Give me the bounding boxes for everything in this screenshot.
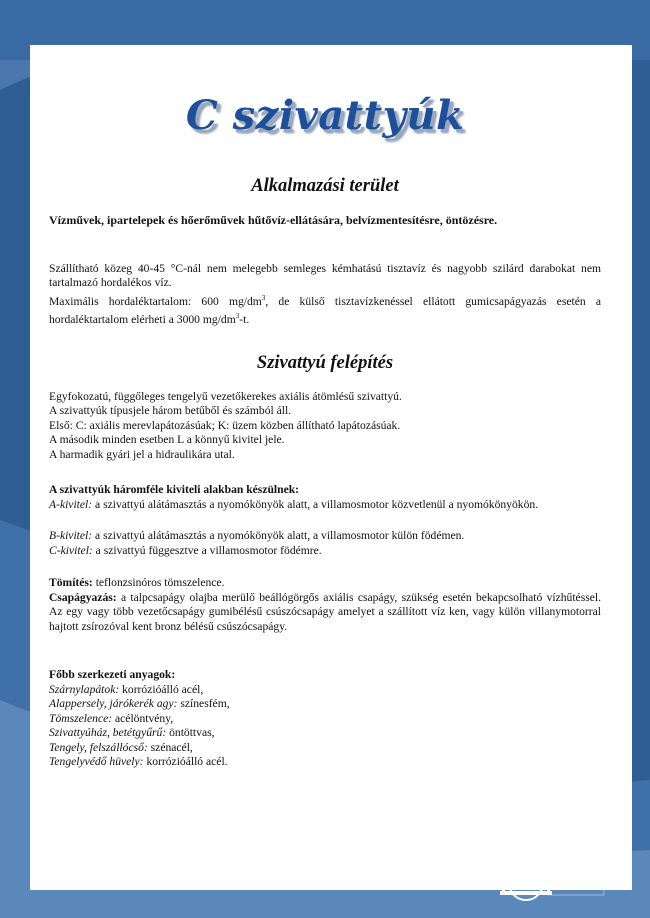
page-number: 36 — [50, 878, 63, 893]
logo-line: & — [576, 867, 580, 874]
variant-a-text: a szivattyú alátámasztás a nyomókönyök alatt, a villamosmotor közvetlenül a nyomókönyökön. — [92, 498, 539, 511]
material-item — [49, 755, 601, 769]
variant-c-label: C-kivitel: — [49, 544, 93, 557]
material-label: Alappersely, járókerék agy: — [49, 697, 178, 711]
hordalek-text-3: -t. — [239, 313, 250, 327]
seal-info — [49, 576, 601, 590]
material-label: Tengely, felszállócső: — [49, 740, 148, 754]
bearing-info — [49, 591, 601, 634]
hordalek-text-1: Maximális hordaléktartalom: 600 mg/dm — [49, 294, 262, 308]
material-label: Szárnylapátok: — [49, 683, 120, 696]
seal-label: Tömítés: — [49, 576, 93, 589]
bearing-label: Csapágyazás: — [49, 591, 117, 604]
structure-line: A harmadik gyári jel a hidraulikára utal. — [49, 447, 235, 461]
hordalek-text-2: , de külső tisztavízkenéssel ellátott gumicsapágyazás esetén a hordaléktartalom elérheti a 3000 mg/dm — [49, 294, 601, 327]
variant-c — [49, 544, 601, 558]
material-item — [49, 712, 601, 726]
variant-b-label: B-kivitel: — [49, 529, 93, 542]
structure-description — [49, 390, 601, 462]
material-item — [49, 683, 601, 697]
variant-b-text: a szivattyú alátámasztás a nyomókönyök alatt, a villamosmotor külön födémen. — [92, 529, 465, 542]
application-lead: Vízművek, ipartelepek és hőerőművek hűtővíz-ellátására, belvízmentesítésre, öntözésre. — [49, 213, 498, 227]
section-heading-application: Alkalmazási terület — [251, 176, 399, 196]
material-item — [49, 726, 601, 740]
structure-line: A második minden esetben L a könnyű kivitel jele. — [49, 433, 285, 447]
variant-b — [49, 529, 601, 543]
variants-heading: A szivattyúk háromféle kiviteli alakban készülnek: — [49, 483, 300, 496]
variant-a-label: A-kivitel: — [49, 498, 93, 511]
section-heading-structure: Szivattyú felépítés — [256, 353, 394, 373]
material-value: szénacél, — [147, 740, 193, 754]
logo-line: Kft. — [573, 880, 583, 887]
logo-line: GANZ-VÍZGÉP — [560, 861, 596, 867]
material-label: Tömszelence: — [49, 711, 113, 725]
material-value: korrózióálló acél, — [119, 683, 204, 696]
page-title: C szivattyúk — [185, 92, 465, 139]
material-label: Tengelyvédő hüvely: — [49, 755, 144, 769]
material-value: színesfém, — [177, 697, 230, 711]
material-item — [49, 697, 601, 711]
material-value: korrózióálló acél. — [143, 755, 228, 769]
superscript: 3 — [261, 294, 266, 302]
variant-c-text: a szivattyú függesztve a villamosmotor födémre. — [92, 544, 322, 557]
company-logo-text — [548, 861, 608, 887]
logo-line: Armatúra — [566, 873, 590, 880]
superscript: 3 — [235, 312, 240, 321]
structure-line: Első: C: axiális merevlapátozásúak; K: üzem közben állítható lapátozásúak. — [49, 418, 401, 432]
application-paragraph-1: Szállítható közeg 40-45 °C-nál nem melegebb semleges kémhatású tisztavíz és nagyobb szilárd darabokat nem tartalmazó hordalékos víz. — [49, 262, 601, 290]
seal-text: teflonzsinóros tömszelence. — [92, 576, 225, 589]
structure-line: Egyfokozatú, függőleges tengelyű vezetőkerekes axiális átömlésű szivattyú. — [49, 390, 402, 403]
materials-heading: Főbb szerkezeti anyagok: — [49, 668, 176, 681]
bearing-text: a talpcsapágy olajba merülő beállógörgős axiális csapágy, szükség esetén bekapcsolható vízhűtéssel. Az egy vagy több vezetőcsapágy gumibélésű csúszócsapágy amelyet a szállított víz ken, vagy külön villanymotorral hajtott zsírozóval kent bronz bélésű csúszócsapágy. — [49, 591, 601, 633]
material-value: öntöttvas, — [166, 726, 215, 740]
material-item — [49, 741, 601, 755]
material-value: acélöntvény, — [112, 711, 174, 725]
application-paragraph-2 — [49, 291, 601, 328]
materials-list — [49, 683, 601, 769]
variant-a — [49, 498, 601, 512]
structure-line: A szivattyúk típusjele három betűből és számból áll. — [49, 404, 292, 418]
material-label: Szivattyúház, betétgyűrű: — [49, 726, 167, 740]
